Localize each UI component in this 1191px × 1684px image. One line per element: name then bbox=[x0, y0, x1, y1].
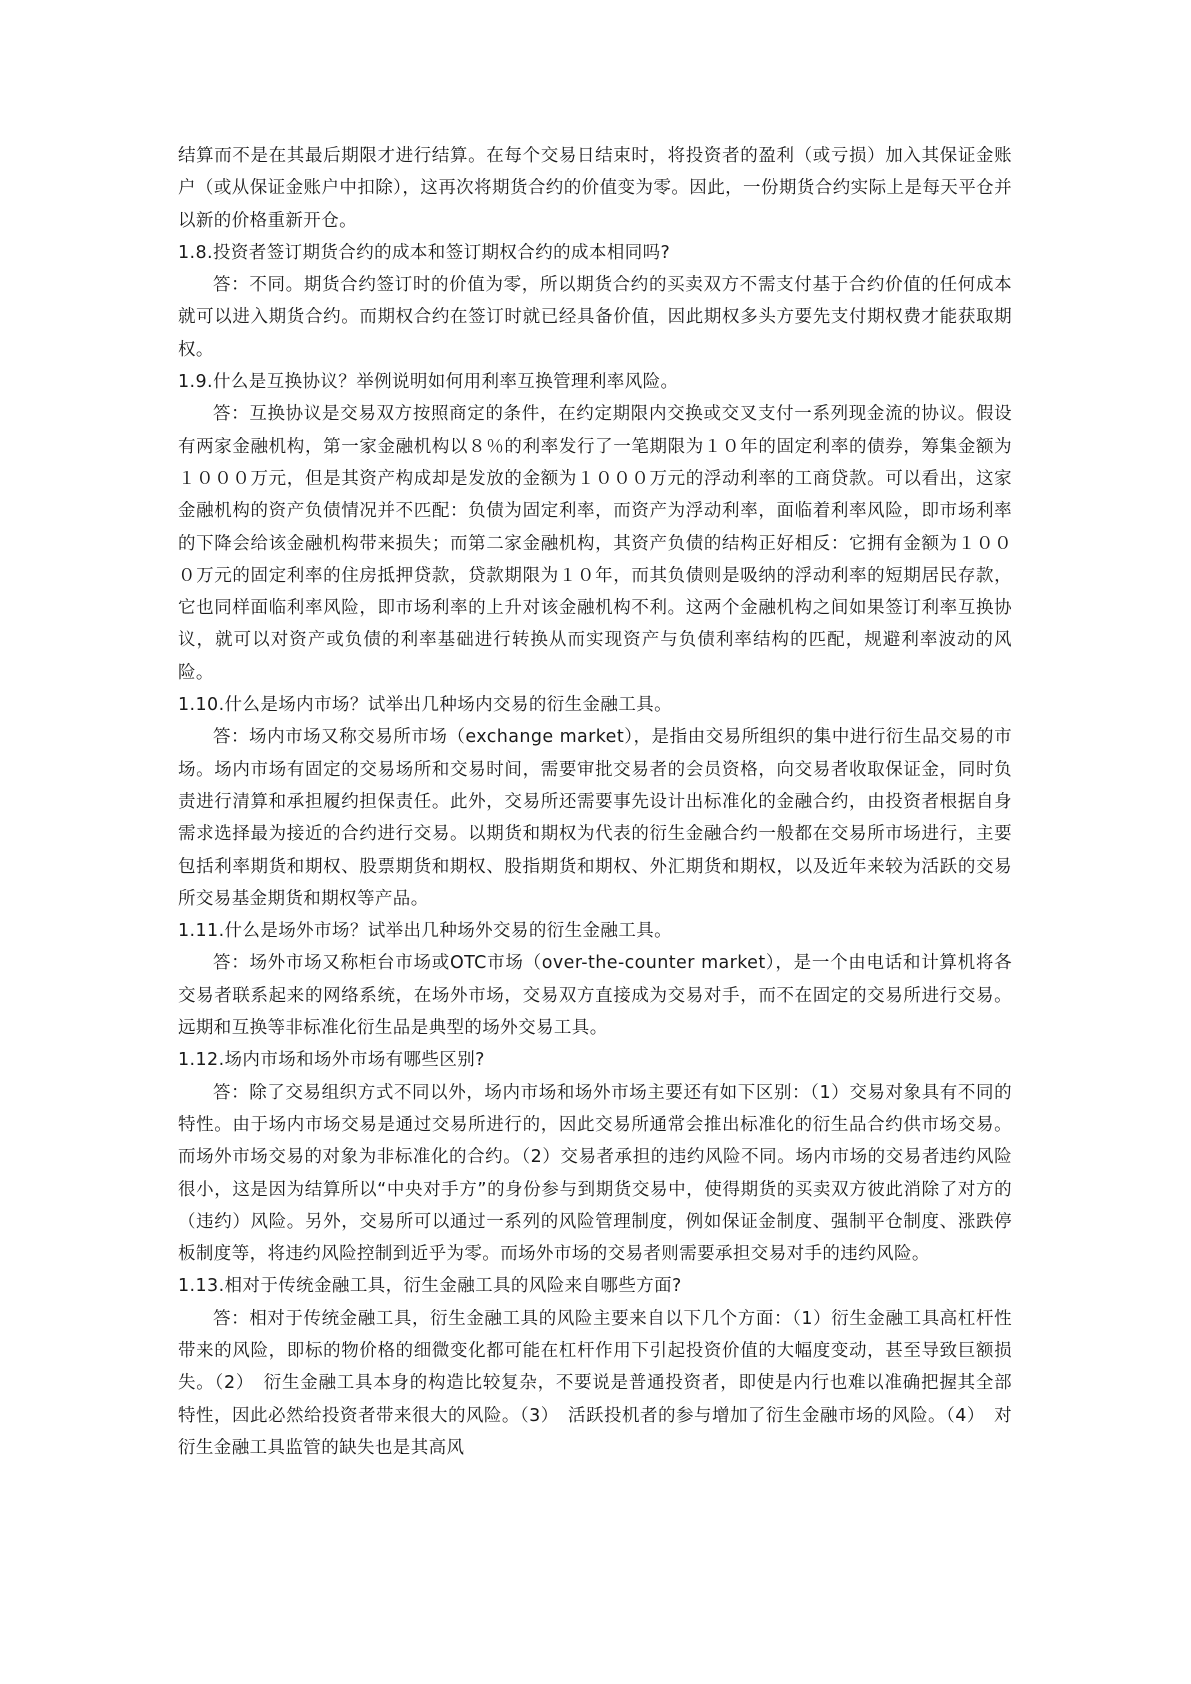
answer-1-8: 答：不同。期货合约签订时的价值为零，所以期货合约的买卖双方不需支付基于合约价值的任何成本就可以进入期货合约。而期权合约在签订时就已经具备价值，因此期权多头方要先支付期权费才能获取期权。 bbox=[178, 275, 1012, 360]
question-1-9: 1.9.什么是互换协议？举例说明如何用利率互换管理利率风险。 bbox=[178, 372, 679, 393]
document-body bbox=[178, 140, 1012, 1464]
question-1-8: 1.8.投资者签订期货合约的成本和签订期权合约的成本相同吗? bbox=[178, 242, 671, 263]
question-1-12: 1.12.场内市场和场外市场有哪些区别? bbox=[178, 1050, 485, 1071]
answer-1-13: 答：相对于传统金融工具，衍生金融工具的风险主要来自以下几个方面：（1）衍生金融工具高杠杆性带来的风险，即标的物价格的细微变化都可能在杠杆作用下引起投资价值的大幅度变动，甚至导致巨额损失。（2） 衍生金融工具本身的构造比较复杂，不要说是普通投资者，即使是内行也难以准确把握其全部特性，因此必然给投资者带来很大的风险。（3） 活跃投机者的参与增加了衍生金融市场的风险。（4） 对衍生金融工具监管的缺失也是其高风 bbox=[178, 1308, 1012, 1458]
answer-1-11: 答：场外市场又称柜台市场或OTC市场（over-the-counter market），是一个由电话和计算机将各交易者联系起来的网络系统，在场外市场，交易双方直接成为交易对手，而不在固定的交易所进行交易。远期和互换等非标准化衍生品是典型的场外交易工具。 bbox=[178, 953, 1012, 1039]
answer-1-9: 答：互换协议是交易双方按照商定的条件，在约定期限内交换或交叉支付一系列现金流的协议。假设有两家金融机构，第一家金融机构以８％的利率发行了一笔期限为１０年的固定利率的债券，筹集金额为１０００万元，但是其资产构成却是发放的金额为１０００万元的浮动利率的工商贷款。可以看出，这家金融机构的资产负债情况并不匹配：负债为固定利率，而资产为浮动利率，面临着利率风险，即市场利率的下降会给该金融机构带来损失；而第二家金融机构，其资产负债的结构正好相反：它拥有金额为１０００万元的固定利率的住房抵押贷款，贷款期限为１０年，而其负债则是吸纳的浮动利率的短期居民存款，它也同样面临利率风险，即市场利率的上升对该金融机构不利。这两个金融机构之间如果签订利率互换协议，就可以对资产或负债的利率基础进行转换从而实现资产与负债利率结构的匹配，规避利率波动的风险。 bbox=[178, 404, 1012, 683]
answer-1-10: 答：场内市场又称交易所市场（exchange market），是指由交易所组织的集中进行衍生品交易的市场。场内市场有固定的交易场所和交易时间，需要审批交易者的会员资格，向交易者收取保证金，同时负责进行清算和承担履约担保责任。此外，交易所还需要事先设计出标准化的金融合约，由投资者根据自身需求选择最为接近的合约进行交易。以期货和期权为代表的衍生金融合约一般都在交易所市场进行，主要包括利率期货和期权、股票期货和期权、股指期货和期权、外汇期货和期权，以及近年来较为活跃的交易所交易基金期货和期权等产品。 bbox=[178, 727, 1012, 909]
answer-1-12: 答：除了交易组织方式不同以外，场内市场和场外市场主要还有如下区别：（1）交易对象具有不同的特性。由于场内市场交易是通过交易所进行的，因此交易所通常会推出标准化的衍生品合约供市场交易。而场外市场交易的对象为非标准化的合约。（2）交易者承担的违约风险不同。场内市场的交易者违约风险很小，这是因为结算所以“中央对手方”的身份参与到期货交易中，使得期货的买卖双方彼此消除了对方的（违约）风险。另外，交易所可以通过一系列的风险管理制度，例如保证金制度、强制平仓制度、涨跌停板制度等，将违约风险控制到近乎为零。而场外市场的交易者则需要承担交易对手的违约风险。 bbox=[178, 1082, 1012, 1265]
question-1-13: 1.13.相对于传统金融工具，衍生金融工具的风险来自哪些方面? bbox=[178, 1276, 682, 1297]
question-1-11: 1.11.什么是场外市场？试举出几种场外交易的衍生金融工具。 bbox=[178, 921, 673, 942]
paragraph-continuation: 结算而不是在其最后期限才进行结算。在每个交易日结束时，将投资者的盈利（或亏损）加入其保证金账户（或从保证金账户中扣除），这再次将期货合约的价值变为零。因此，一份期货合约实际上是每天平仓并以新的价格重新开仓。 bbox=[178, 146, 1012, 231]
question-1-10: 1.10.什么是场内市场？试举出几种场内交易的衍生金融工具。 bbox=[178, 695, 673, 716]
